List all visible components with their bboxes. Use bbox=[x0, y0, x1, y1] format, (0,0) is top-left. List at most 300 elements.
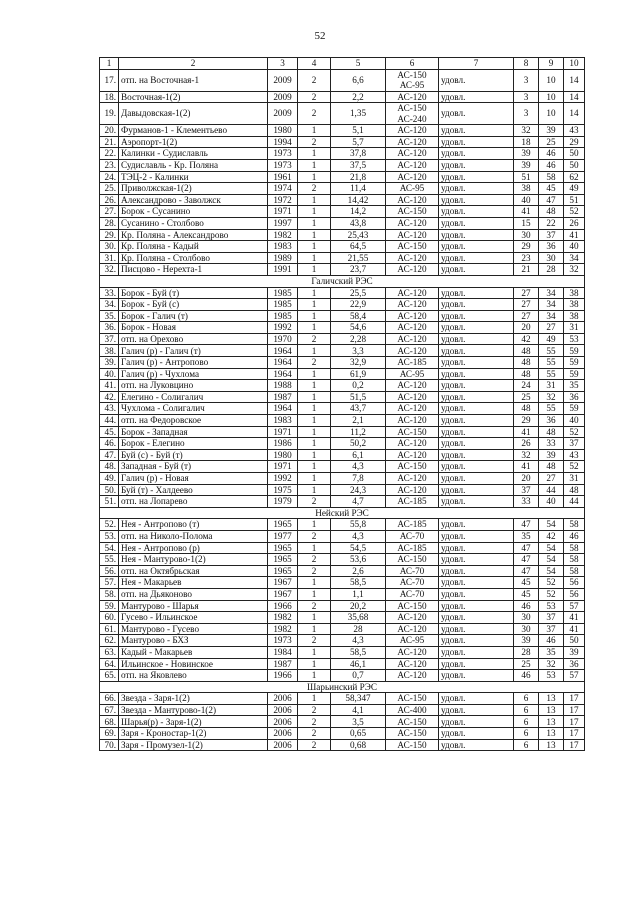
value-9: 37 bbox=[539, 612, 564, 624]
row-number: 64. bbox=[100, 658, 119, 670]
line-name: Сусанино - Столбово bbox=[119, 217, 268, 229]
year: 1967 bbox=[268, 588, 298, 600]
circuits: 2 bbox=[298, 704, 331, 716]
row-number: 26. bbox=[100, 194, 119, 206]
value-10: 34 bbox=[564, 252, 585, 264]
value-8: 29 bbox=[514, 415, 539, 427]
value-10: 36 bbox=[564, 391, 585, 403]
circuits: 1 bbox=[298, 171, 331, 183]
line-name: Мантурово - Гусево bbox=[119, 623, 268, 635]
length-km: 0,68 bbox=[331, 739, 386, 751]
value-10: 29 bbox=[564, 136, 585, 148]
length-km: 25,43 bbox=[331, 229, 386, 241]
line-name: Галич (р) - Новая bbox=[119, 473, 268, 485]
table-row bbox=[100, 136, 585, 148]
line-name: отп. на Яковлево bbox=[119, 670, 268, 682]
condition: удовл. bbox=[439, 103, 514, 125]
wire-type: АС-120 bbox=[386, 670, 439, 682]
table-row bbox=[100, 148, 585, 160]
condition: удовл. bbox=[439, 600, 514, 612]
year: 1975 bbox=[268, 484, 298, 496]
value-9: 31 bbox=[539, 380, 564, 392]
table-row bbox=[100, 333, 585, 345]
line-name: Нея - Мантурово-1(2) bbox=[119, 554, 268, 566]
condition: удовл. bbox=[439, 484, 514, 496]
line-name: отп. на Лопарево bbox=[119, 496, 268, 508]
line-name: Калинки - Судиславль bbox=[119, 148, 268, 160]
length-km: 37,8 bbox=[331, 148, 386, 160]
condition: удовл. bbox=[439, 217, 514, 229]
condition: удовл. bbox=[439, 612, 514, 624]
circuits: 2 bbox=[298, 600, 331, 612]
condition: удовл. bbox=[439, 588, 514, 600]
value-9: 55 bbox=[539, 345, 564, 357]
value-9: 54 bbox=[539, 519, 564, 531]
wire-type: АС-70 bbox=[386, 565, 439, 577]
table-row bbox=[100, 125, 585, 137]
value-10: 41 bbox=[564, 623, 585, 635]
value-9: 34 bbox=[539, 287, 564, 299]
line-name: Галич (р) - Антропово bbox=[119, 357, 268, 369]
value-8: 18 bbox=[514, 136, 539, 148]
length-km: 2,1 bbox=[331, 415, 386, 427]
value-10: 57 bbox=[564, 670, 585, 682]
line-name: Борок - Сусанино bbox=[119, 206, 268, 218]
condition: удовл. bbox=[439, 345, 514, 357]
value-10: 38 bbox=[564, 287, 585, 299]
row-number: 27. bbox=[100, 206, 119, 218]
wire-type: АС-185 bbox=[386, 542, 439, 554]
year: 1964 bbox=[268, 345, 298, 357]
line-name: отп. на Федоровское bbox=[119, 415, 268, 427]
circuits: 1 bbox=[298, 194, 331, 206]
condition: удовл. bbox=[439, 670, 514, 682]
condition: удовл. bbox=[439, 159, 514, 171]
value-9: 52 bbox=[539, 588, 564, 600]
row-number: 39. bbox=[100, 357, 119, 369]
value-8: 35 bbox=[514, 530, 539, 542]
table-row bbox=[100, 635, 585, 647]
circuits: 1 bbox=[298, 252, 331, 264]
table-row bbox=[100, 658, 585, 670]
value-9: 10 bbox=[539, 91, 564, 103]
value-9: 37 bbox=[539, 623, 564, 635]
table-row bbox=[100, 449, 585, 461]
row-number: 38. bbox=[100, 345, 119, 357]
value-10: 56 bbox=[564, 577, 585, 589]
year: 1973 bbox=[268, 148, 298, 160]
wire-type: АС-150 АС-240 bbox=[386, 103, 439, 125]
wire-type: АС-185 bbox=[386, 357, 439, 369]
circuits: 2 bbox=[298, 91, 331, 103]
year: 1983 bbox=[268, 415, 298, 427]
year: 1977 bbox=[268, 530, 298, 542]
line-name: отп. на Орехово bbox=[119, 333, 268, 345]
value-9: 55 bbox=[539, 403, 564, 415]
year: 1961 bbox=[268, 171, 298, 183]
table-row bbox=[100, 739, 585, 751]
value-8: 32 bbox=[514, 125, 539, 137]
condition: удовл. bbox=[439, 391, 514, 403]
length-km: 4,3 bbox=[331, 461, 386, 473]
value-8: 15 bbox=[514, 217, 539, 229]
wire-type: АС-120 bbox=[386, 646, 439, 658]
line-name: Буй (т) - Халдеево bbox=[119, 484, 268, 496]
value-8: 25 bbox=[514, 391, 539, 403]
year: 1973 bbox=[268, 159, 298, 171]
value-9: 25 bbox=[539, 136, 564, 148]
section-title: Нейский РЭС bbox=[100, 507, 585, 519]
value-10: 52 bbox=[564, 426, 585, 438]
circuits: 2 bbox=[298, 728, 331, 740]
table-row bbox=[100, 473, 585, 485]
condition: удовл. bbox=[439, 206, 514, 218]
value-8: 23 bbox=[514, 252, 539, 264]
table-row bbox=[100, 670, 585, 682]
value-10: 39 bbox=[564, 646, 585, 658]
year: 1965 bbox=[268, 565, 298, 577]
condition: удовл. bbox=[439, 241, 514, 253]
line-name: Заря - Промузел-1(2) bbox=[119, 739, 268, 751]
line-name: Аэропорт-1(2) bbox=[119, 136, 268, 148]
value-9: 47 bbox=[539, 194, 564, 206]
line-name: Нея - Макарьев bbox=[119, 577, 268, 589]
year: 1971 bbox=[268, 426, 298, 438]
wire-type: АС-120 bbox=[386, 171, 439, 183]
value-10: 17 bbox=[564, 739, 585, 751]
value-8: 30 bbox=[514, 623, 539, 635]
condition: удовл. bbox=[439, 704, 514, 716]
row-number: 49. bbox=[100, 473, 119, 485]
circuits: 1 bbox=[298, 217, 331, 229]
line-name: отп. на Октябрьская bbox=[119, 565, 268, 577]
table-row bbox=[100, 403, 585, 415]
wire-type: АС-185 bbox=[386, 496, 439, 508]
length-km: 64,5 bbox=[331, 241, 386, 253]
table-row bbox=[100, 264, 585, 276]
row-number: 22. bbox=[100, 148, 119, 160]
header-cell: 10 bbox=[564, 58, 585, 70]
circuits: 1 bbox=[298, 206, 331, 218]
year: 1992 bbox=[268, 322, 298, 334]
wire-type: АС-120 bbox=[386, 310, 439, 322]
condition: удовл. bbox=[439, 438, 514, 450]
table-row bbox=[100, 217, 585, 229]
value-8: 27 bbox=[514, 299, 539, 311]
length-km: 3,5 bbox=[331, 716, 386, 728]
wire-type: АС-120 bbox=[386, 287, 439, 299]
table-row bbox=[100, 461, 585, 473]
wire-type: АС-120 bbox=[386, 299, 439, 311]
row-number: 28. bbox=[100, 217, 119, 229]
row-number: 53. bbox=[100, 530, 119, 542]
wire-type: АС-150 bbox=[386, 600, 439, 612]
value-10: 52 bbox=[564, 206, 585, 218]
value-8: 27 bbox=[514, 287, 539, 299]
table-row bbox=[100, 530, 585, 542]
value-8: 24 bbox=[514, 380, 539, 392]
length-km: 4,3 bbox=[331, 635, 386, 647]
wire-type: АС-120 bbox=[386, 159, 439, 171]
year: 1971 bbox=[268, 206, 298, 218]
row-number: 57. bbox=[100, 577, 119, 589]
value-9: 28 bbox=[539, 264, 564, 276]
value-8: 39 bbox=[514, 159, 539, 171]
year: 1992 bbox=[268, 473, 298, 485]
circuits: 2 bbox=[298, 183, 331, 195]
condition: удовл. bbox=[439, 229, 514, 241]
length-km: 20,2 bbox=[331, 600, 386, 612]
table-row bbox=[100, 554, 585, 566]
value-9: 34 bbox=[539, 299, 564, 311]
value-9: 10 bbox=[539, 69, 564, 91]
line-name: Кр. Поляна - Александрово bbox=[119, 229, 268, 241]
row-number: 61. bbox=[100, 623, 119, 635]
condition: удовл. bbox=[439, 623, 514, 635]
table-row bbox=[100, 693, 585, 705]
table-row bbox=[100, 252, 585, 264]
wire-type: АС-120 bbox=[386, 333, 439, 345]
value-8: 25 bbox=[514, 658, 539, 670]
value-8: 51 bbox=[514, 171, 539, 183]
value-8: 48 bbox=[514, 357, 539, 369]
year: 1985 bbox=[268, 287, 298, 299]
wire-type: АС-120 bbox=[386, 125, 439, 137]
year: 1965 bbox=[268, 554, 298, 566]
condition: удовл. bbox=[439, 554, 514, 566]
line-name: Галич (р) - Галич (т) bbox=[119, 345, 268, 357]
value-10: 49 bbox=[564, 183, 585, 195]
length-km: 22,9 bbox=[331, 299, 386, 311]
circuits: 1 bbox=[298, 125, 331, 137]
value-9: 42 bbox=[539, 530, 564, 542]
table-row bbox=[100, 565, 585, 577]
table-row bbox=[100, 380, 585, 392]
wire-type: АС-120 bbox=[386, 449, 439, 461]
wire-type: АС-120 bbox=[386, 136, 439, 148]
circuits: 1 bbox=[298, 542, 331, 554]
year: 2006 bbox=[268, 716, 298, 728]
length-km: 6,6 bbox=[331, 69, 386, 91]
wire-type: АС-120 bbox=[386, 380, 439, 392]
row-number: 65. bbox=[100, 670, 119, 682]
table-row bbox=[100, 322, 585, 334]
wire-type: АС-150 bbox=[386, 206, 439, 218]
value-10: 35 bbox=[564, 380, 585, 392]
year: 1966 bbox=[268, 600, 298, 612]
circuits: 1 bbox=[298, 345, 331, 357]
line-name: отп. на Восточная-1 bbox=[119, 69, 268, 91]
line-name: Галич (р) - Чухлома bbox=[119, 368, 268, 380]
row-number: 43. bbox=[100, 403, 119, 415]
year: 1985 bbox=[268, 310, 298, 322]
header-row bbox=[100, 58, 585, 70]
header-cell: 1 bbox=[100, 58, 119, 70]
circuits: 1 bbox=[298, 415, 331, 427]
value-10: 56 bbox=[564, 588, 585, 600]
year: 2009 bbox=[268, 91, 298, 103]
power-lines-table bbox=[99, 57, 585, 751]
value-10: 40 bbox=[564, 415, 585, 427]
length-km: 53,6 bbox=[331, 554, 386, 566]
year: 1997 bbox=[268, 217, 298, 229]
length-km: 0,65 bbox=[331, 728, 386, 740]
year: 1970 bbox=[268, 333, 298, 345]
length-km: 14,42 bbox=[331, 194, 386, 206]
circuits: 1 bbox=[298, 623, 331, 635]
value-9: 48 bbox=[539, 426, 564, 438]
value-9: 40 bbox=[539, 496, 564, 508]
value-9: 48 bbox=[539, 206, 564, 218]
value-10: 43 bbox=[564, 449, 585, 461]
row-number: 36. bbox=[100, 322, 119, 334]
wire-type: АС-120 bbox=[386, 217, 439, 229]
wire-type: АС-120 bbox=[386, 264, 439, 276]
table-row bbox=[100, 159, 585, 171]
value-9: 32 bbox=[539, 391, 564, 403]
value-10: 50 bbox=[564, 148, 585, 160]
wire-type: АС-120 bbox=[386, 252, 439, 264]
value-8: 33 bbox=[514, 496, 539, 508]
value-8: 48 bbox=[514, 368, 539, 380]
line-name: Борок - Западная bbox=[119, 426, 268, 438]
circuits: 1 bbox=[298, 229, 331, 241]
wire-type: АС-185 bbox=[386, 519, 439, 531]
condition: удовл. bbox=[439, 542, 514, 554]
line-name: Западная - Буй (т) bbox=[119, 461, 268, 473]
table-row bbox=[100, 426, 585, 438]
circuits: 1 bbox=[298, 449, 331, 461]
value-8: 45 bbox=[514, 588, 539, 600]
circuits: 1 bbox=[298, 241, 331, 253]
value-10: 41 bbox=[564, 612, 585, 624]
length-km: 21,8 bbox=[331, 171, 386, 183]
circuits: 2 bbox=[298, 136, 331, 148]
circuits: 1 bbox=[298, 426, 331, 438]
value-9: 45 bbox=[539, 183, 564, 195]
value-8: 28 bbox=[514, 646, 539, 658]
condition: удовл. bbox=[439, 415, 514, 427]
length-km: 0,2 bbox=[331, 380, 386, 392]
value-9: 13 bbox=[539, 728, 564, 740]
value-10: 14 bbox=[564, 103, 585, 125]
header-cell: 8 bbox=[514, 58, 539, 70]
row-number: 20. bbox=[100, 125, 119, 137]
condition: удовл. bbox=[439, 658, 514, 670]
row-number: 66. bbox=[100, 693, 119, 705]
header-cell: 2 bbox=[119, 58, 268, 70]
wire-type: АС-400 bbox=[386, 704, 439, 716]
condition: удовл. bbox=[439, 148, 514, 160]
row-number: 23. bbox=[100, 159, 119, 171]
line-name: Кр. Поляна - Кадый bbox=[119, 241, 268, 253]
circuits: 2 bbox=[298, 565, 331, 577]
year: 1982 bbox=[268, 612, 298, 624]
value-9: 13 bbox=[539, 739, 564, 751]
circuits: 1 bbox=[298, 310, 331, 322]
circuits: 2 bbox=[298, 69, 331, 91]
year: 2006 bbox=[268, 728, 298, 740]
wire-type: АС-150 bbox=[386, 728, 439, 740]
year: 2009 bbox=[268, 103, 298, 125]
length-km: 54,5 bbox=[331, 542, 386, 554]
wire-type: АС-70 bbox=[386, 588, 439, 600]
row-number: 70. bbox=[100, 739, 119, 751]
line-name: Мантурово - Шарья bbox=[119, 600, 268, 612]
value-10: 17 bbox=[564, 716, 585, 728]
line-name: Борок - Буй (т) bbox=[119, 287, 268, 299]
year: 2006 bbox=[268, 693, 298, 705]
condition: удовл. bbox=[439, 426, 514, 438]
row-number: 55. bbox=[100, 554, 119, 566]
line-name: Нея - Антропово (р) bbox=[119, 542, 268, 554]
row-number: 69. bbox=[100, 728, 119, 740]
value-8: 41 bbox=[514, 206, 539, 218]
circuits: 1 bbox=[298, 380, 331, 392]
value-9: 49 bbox=[539, 333, 564, 345]
value-8: 47 bbox=[514, 542, 539, 554]
value-8: 27 bbox=[514, 310, 539, 322]
value-8: 48 bbox=[514, 403, 539, 415]
value-9: 32 bbox=[539, 658, 564, 670]
table-row bbox=[100, 646, 585, 658]
line-name: Заря - Кроностар-1(2) bbox=[119, 728, 268, 740]
row-number: 24. bbox=[100, 171, 119, 183]
condition: удовл. bbox=[439, 716, 514, 728]
circuits: 1 bbox=[298, 484, 331, 496]
wire-type: АС-150 bbox=[386, 693, 439, 705]
length-km: 28 bbox=[331, 623, 386, 635]
length-km: 43,8 bbox=[331, 217, 386, 229]
value-10: 36 bbox=[564, 658, 585, 670]
year: 1983 bbox=[268, 241, 298, 253]
circuits: 1 bbox=[298, 693, 331, 705]
row-number: 19. bbox=[100, 103, 119, 125]
value-8: 26 bbox=[514, 438, 539, 450]
condition: удовл. bbox=[439, 403, 514, 415]
condition: удовл. bbox=[439, 310, 514, 322]
line-name: Буй (с) - Буй (т) bbox=[119, 449, 268, 461]
line-name: Восточная-1(2) bbox=[119, 91, 268, 103]
circuits: 1 bbox=[298, 658, 331, 670]
table-row bbox=[100, 194, 585, 206]
length-km: 35,68 bbox=[331, 612, 386, 624]
line-name: Писцово - Нерехта-1 bbox=[119, 264, 268, 276]
condition: удовл. bbox=[439, 646, 514, 658]
value-8: 3 bbox=[514, 91, 539, 103]
circuits: 2 bbox=[298, 357, 331, 369]
row-number: 67. bbox=[100, 704, 119, 716]
row-number: 52. bbox=[100, 519, 119, 531]
length-km: 5,7 bbox=[331, 136, 386, 148]
condition: удовл. bbox=[439, 252, 514, 264]
value-10: 58 bbox=[564, 519, 585, 531]
condition: удовл. bbox=[439, 136, 514, 148]
table-row bbox=[100, 345, 585, 357]
row-number: 51. bbox=[100, 496, 119, 508]
condition: удовл. bbox=[439, 183, 514, 195]
table-row bbox=[100, 299, 585, 311]
table-row bbox=[100, 716, 585, 728]
line-name: Приволжская-1(2) bbox=[119, 183, 268, 195]
table-row bbox=[100, 704, 585, 716]
circuits: 2 bbox=[298, 496, 331, 508]
length-km: 2,28 bbox=[331, 333, 386, 345]
line-name: Борок - Елегино bbox=[119, 438, 268, 450]
circuits: 1 bbox=[298, 461, 331, 473]
wire-type: АС-120 bbox=[386, 345, 439, 357]
year: 1991 bbox=[268, 264, 298, 276]
